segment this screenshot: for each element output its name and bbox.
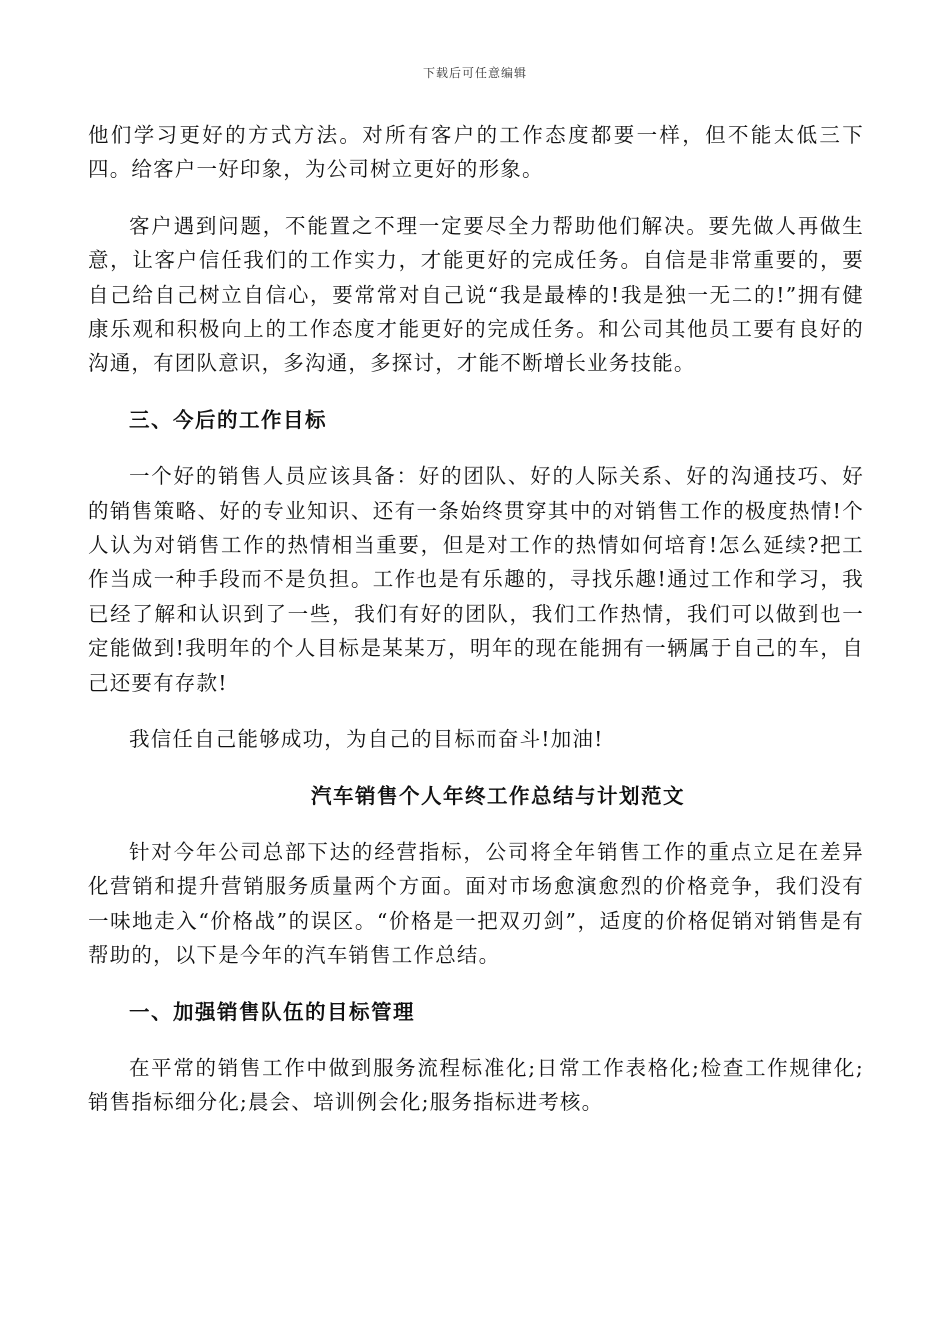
paragraph-6: 在平常的销售工作中做到服务流程标准化;日常工作表格化;检查工作规律化;销售指标细分化;晨会、培训例会化;服务指标进考核。 (88, 1055, 864, 1115)
paragraph-1: 他们学习更好的方式方法。对所有客户的工作态度都要一样，但不能太低三下四。给客户一好印象，为公司树立更好的形象。 (88, 123, 864, 182)
section-heading-team: 一、加强销售队伍的目标管理 (129, 999, 415, 1024)
paragraph-2: 客户遇到问题，不能置之不理一定要尽全力帮助他们解决。要先做人再做生意，让客户信任我们的工作实力，才能更好的完成任务。自信是非常重要的，要自己给自己树立自信心，要常常对自己说“我是最棒的!我是独一无二的!”拥有健康乐观和积极向上的工作态度才能更好的完成任务。和公司其他员工要有良好的沟通，有团队意识，多沟通，多探讨，才能不断增长业务技能。 (88, 213, 864, 376)
document-body (88, 118, 864, 1120)
paragraph-3: 一个好的销售人员应该具备：好的团队、好的人际关系、好的沟通技巧、好的销售策略、好的专业知识、还有一条始终贯穿其中的对销售工作的极度热情!个人认为对销售工作的热情相当重要，但是对工作的热情如何培育!怎么延续?把工作当成一种手段而不是负担。工作也是有乐趣的，寻找乐趣!通过工作和学习，我已经了解和认识到了一些，我们有好的团队，我们工作热情，我们可以做到也一定能做到!我明年的个人目标是某某万，明年的现在能拥有一辆属于自己的车，自己还要有存款! (88, 464, 864, 695)
section-heading-goals: 三、今后的工作目标 (129, 407, 327, 432)
paragraph-5: 针对今年公司总部下达的经营指标，公司将全年销售工作的重点立足在差异化营销和提升营销服务质量两个方面。面对市场愈演愈烈的价格竞争，我们没有一味地走入“价格战”的误区。“价格是一把双刃剑”，适度的价格促销对销售是有帮助的，以下是今年的汽车销售工作总结。 (88, 839, 864, 968)
document-title: 汽车销售个人年终工作总结与计划范文 (311, 783, 685, 808)
page-header: 下载后可任意编辑 (422, 66, 527, 80)
paragraph-4: 我信任自己能够成功，为自己的目标而奋斗!加油! (129, 727, 604, 752)
